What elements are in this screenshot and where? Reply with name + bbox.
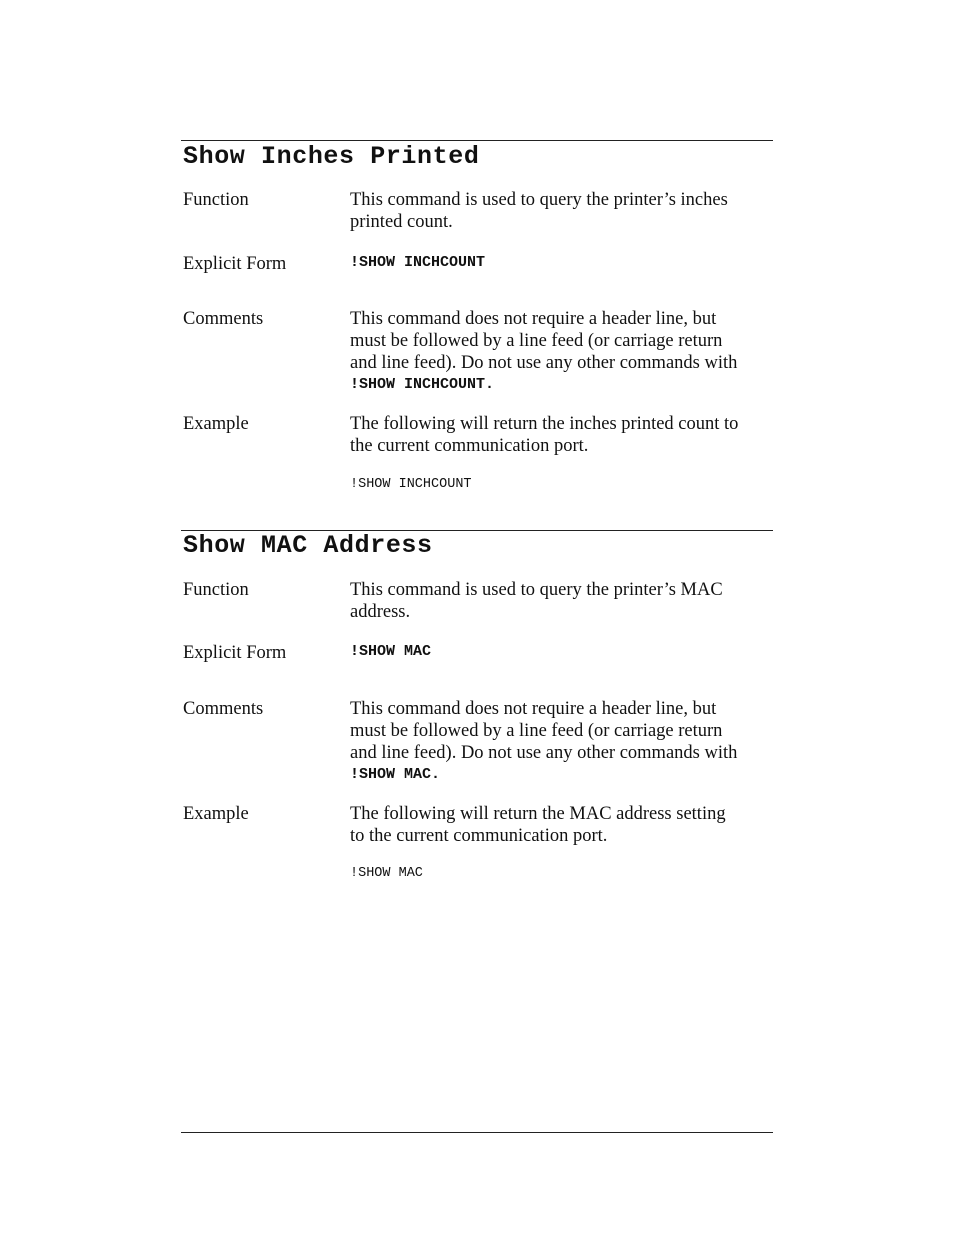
comments-description-line: and line feed). Do not use any other commands with	[350, 743, 738, 763]
footer-rule	[181, 1132, 773, 1133]
comments-description-line: This command does not require a header line, but	[350, 309, 717, 329]
function-label: Function	[183, 190, 249, 210]
comments-description	[350, 308, 790, 396]
function-description-line: printed count.	[350, 212, 453, 232]
comments-label: Comments	[183, 309, 264, 329]
example-code: !SHOW MAC	[350, 866, 423, 881]
section-title: Show MAC Address	[183, 531, 433, 560]
section-title: Show Inches Printed	[183, 142, 480, 171]
example-description-line: The following will return the MAC address setting	[350, 804, 726, 824]
comments-description-line: and line feed). Do not use any other commands with	[350, 353, 738, 373]
example-description	[350, 803, 790, 847]
example-description	[350, 413, 790, 457]
explicit-form-label: Explicit Form	[183, 643, 287, 663]
comments-description-line: must be followed by a line feed (or carriage return	[350, 721, 723, 741]
section-top-rule	[181, 140, 773, 141]
example-description-line: The following will return the inches printed count to	[350, 414, 739, 434]
example-description-line: to the current communication port.	[350, 826, 608, 846]
example-description-line: the current communication port.	[350, 436, 589, 456]
function-description	[350, 579, 790, 623]
function-description	[350, 189, 790, 233]
explicit-form-code: !SHOW MAC	[350, 643, 432, 660]
comments-description-line: This command does not require a header line, but	[350, 699, 717, 719]
comments-code: !SHOW MAC.	[350, 766, 441, 783]
function-label: Function	[183, 580, 249, 600]
function-description-line: This command is used to query the printer’s MAC	[350, 580, 723, 600]
function-description-line: address.	[350, 602, 411, 622]
example-code: !SHOW INCHCOUNT	[350, 477, 472, 492]
example-label: Example	[183, 414, 249, 434]
comments-description	[350, 698, 790, 786]
explicit-form-code: !SHOW INCHCOUNT	[350, 254, 486, 271]
explicit-form-label: Explicit Form	[183, 254, 287, 274]
function-description-line: This command is used to query the printer’s inches	[350, 190, 728, 210]
example-label: Example	[183, 804, 249, 824]
comments-label: Comments	[183, 699, 264, 719]
comments-description-line: must be followed by a line feed (or carriage return	[350, 331, 723, 351]
comments-code: !SHOW INCHCOUNT.	[350, 376, 495, 393]
